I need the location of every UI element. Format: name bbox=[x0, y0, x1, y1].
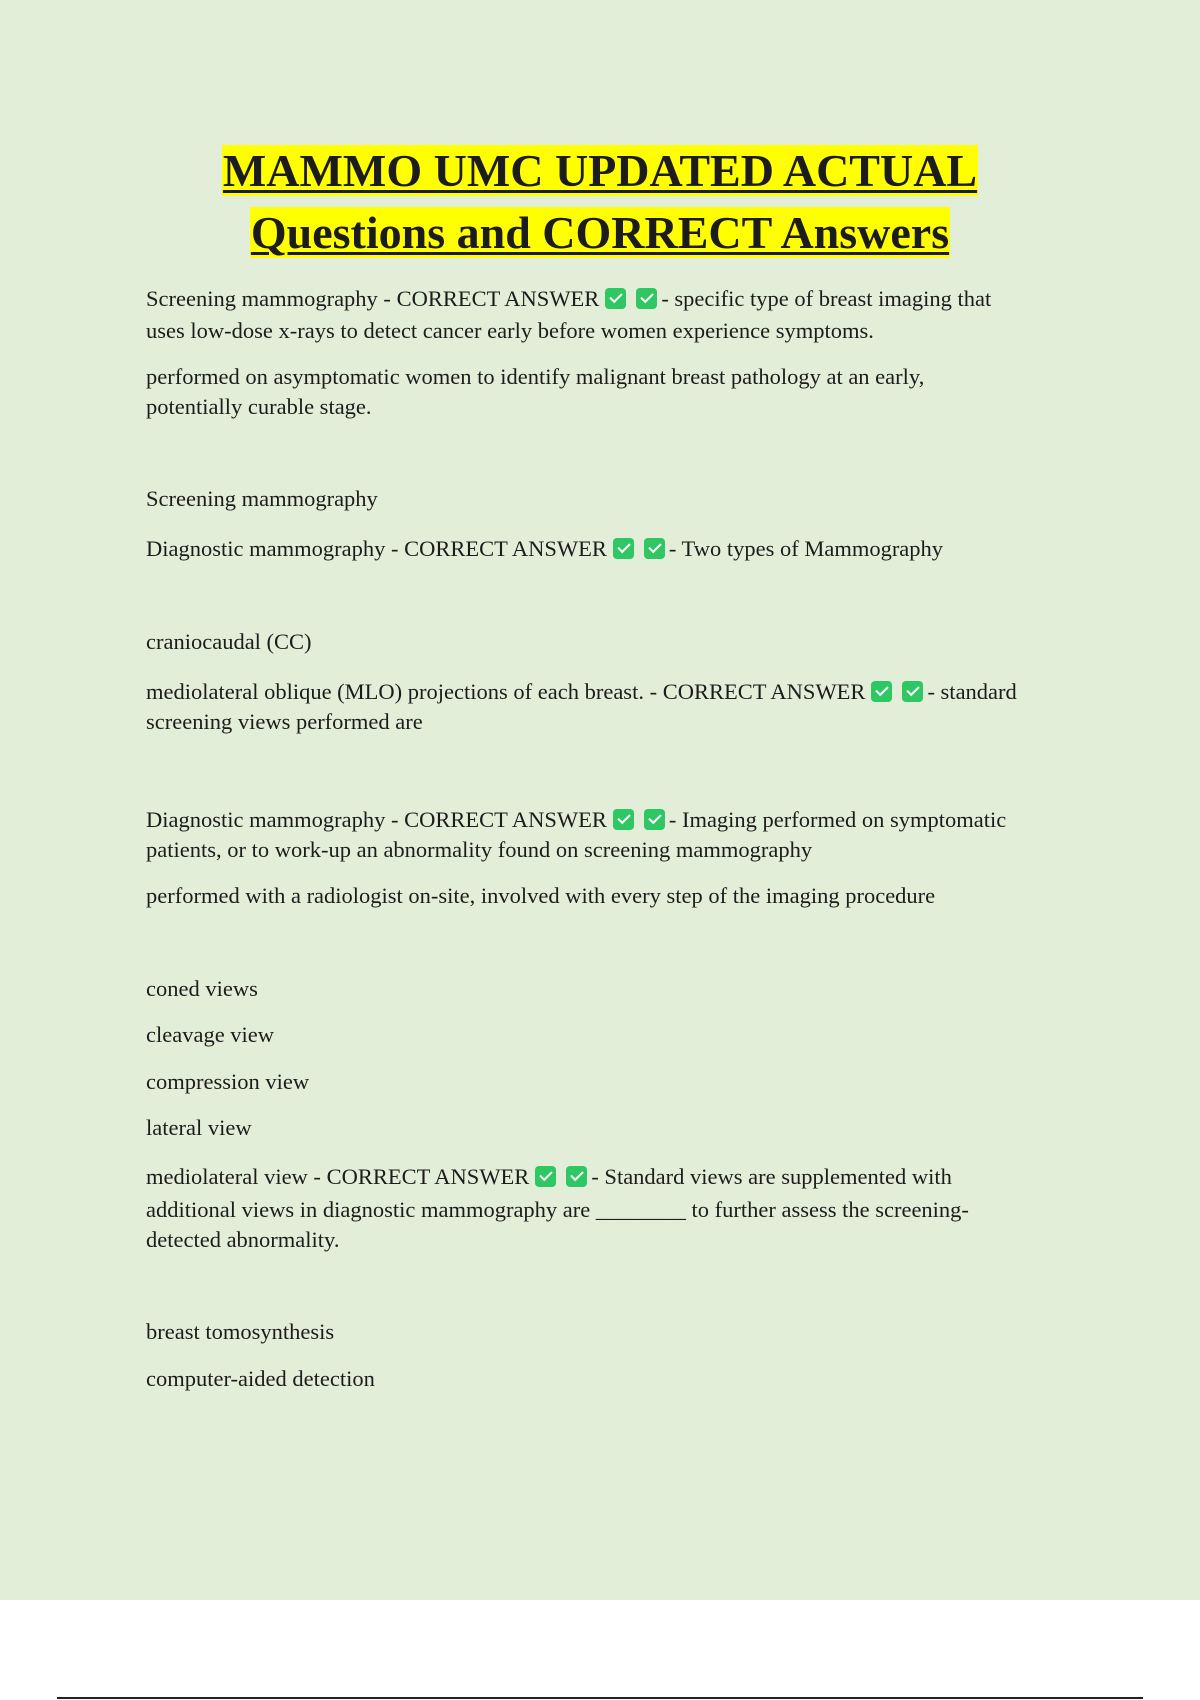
list-item-cleavage-view: cleavage view bbox=[146, 1022, 275, 1047]
list-item-compression-view: compression view bbox=[146, 1069, 310, 1094]
qa-screening-definition-line2: uses low-dose x-rays to detect cancer early before women experience symptoms. bbox=[146, 318, 874, 343]
check-icon bbox=[613, 538, 634, 559]
list-item-coned-views: coned views bbox=[146, 976, 258, 1001]
list-item-breast-tomosynthesis: breast tomosynthesis bbox=[146, 1319, 335, 1344]
paragraph-craniocaudal: craniocaudal (CC) bbox=[146, 629, 312, 654]
check-icon bbox=[613, 809, 634, 830]
list-item-computer-aided-detection: computer-aided detection bbox=[146, 1366, 375, 1391]
qa-additional-views-line2: additional views in diagnostic mammography are ________ to further assess the screening- bbox=[146, 1197, 969, 1222]
check-icon bbox=[566, 1166, 587, 1187]
check-icon bbox=[644, 538, 665, 559]
qa-additional-views-line3: detected abnormality. bbox=[146, 1227, 340, 1252]
qa-diagnostic-line2: patients, or to work-up an abnormality found on screening mammography bbox=[146, 837, 813, 862]
title-line-1: MAMMO UMC UPDATED ACTUAL bbox=[222, 145, 978, 196]
list-item-lateral-view: lateral view bbox=[146, 1115, 252, 1140]
qa-standard-views-line1: mediolateral oblique (MLO) projections of each breast. - CORRECT ANSWER - standard bbox=[146, 679, 1017, 704]
check-icon bbox=[605, 288, 626, 309]
qa-standard-views-line2: screening views performed are bbox=[146, 709, 423, 734]
footer-divider bbox=[57, 1697, 1143, 1699]
qa-diagnostic-line1: Diagnostic mammography - CORRECT ANSWER - Imaging performed on symptomatic bbox=[146, 807, 1007, 832]
qa-additional-views-line1: mediolateral view - CORRECT ANSWER - Standard views are supplemented with bbox=[146, 1164, 952, 1189]
check-icon bbox=[644, 809, 665, 830]
qa-two-types: Diagnostic mammography - CORRECT ANSWER - Two types of Mammography bbox=[146, 536, 944, 561]
check-icon bbox=[535, 1166, 556, 1187]
document-title bbox=[0, 140, 1200, 264]
paragraph-screening-mammography: Screening mammography bbox=[146, 486, 378, 511]
paragraph-radiologist: performed with a radiologist on-site, involved with every step of the imaging procedure bbox=[146, 883, 936, 908]
paragraph-asymptomatic-line1: performed on asymptomatic women to identify malignant breast pathology at an early, bbox=[146, 364, 925, 389]
qa-screening-definition-line1: Screening mammography - CORRECT ANSWER - specific type of breast imaging that bbox=[146, 286, 992, 311]
check-icon bbox=[636, 288, 657, 309]
check-icon bbox=[902, 681, 923, 702]
check-icon bbox=[871, 681, 892, 702]
title-line-2: Questions and CORRECT Answers bbox=[250, 207, 950, 258]
paragraph-asymptomatic-line2: potentially curable stage. bbox=[146, 394, 372, 419]
